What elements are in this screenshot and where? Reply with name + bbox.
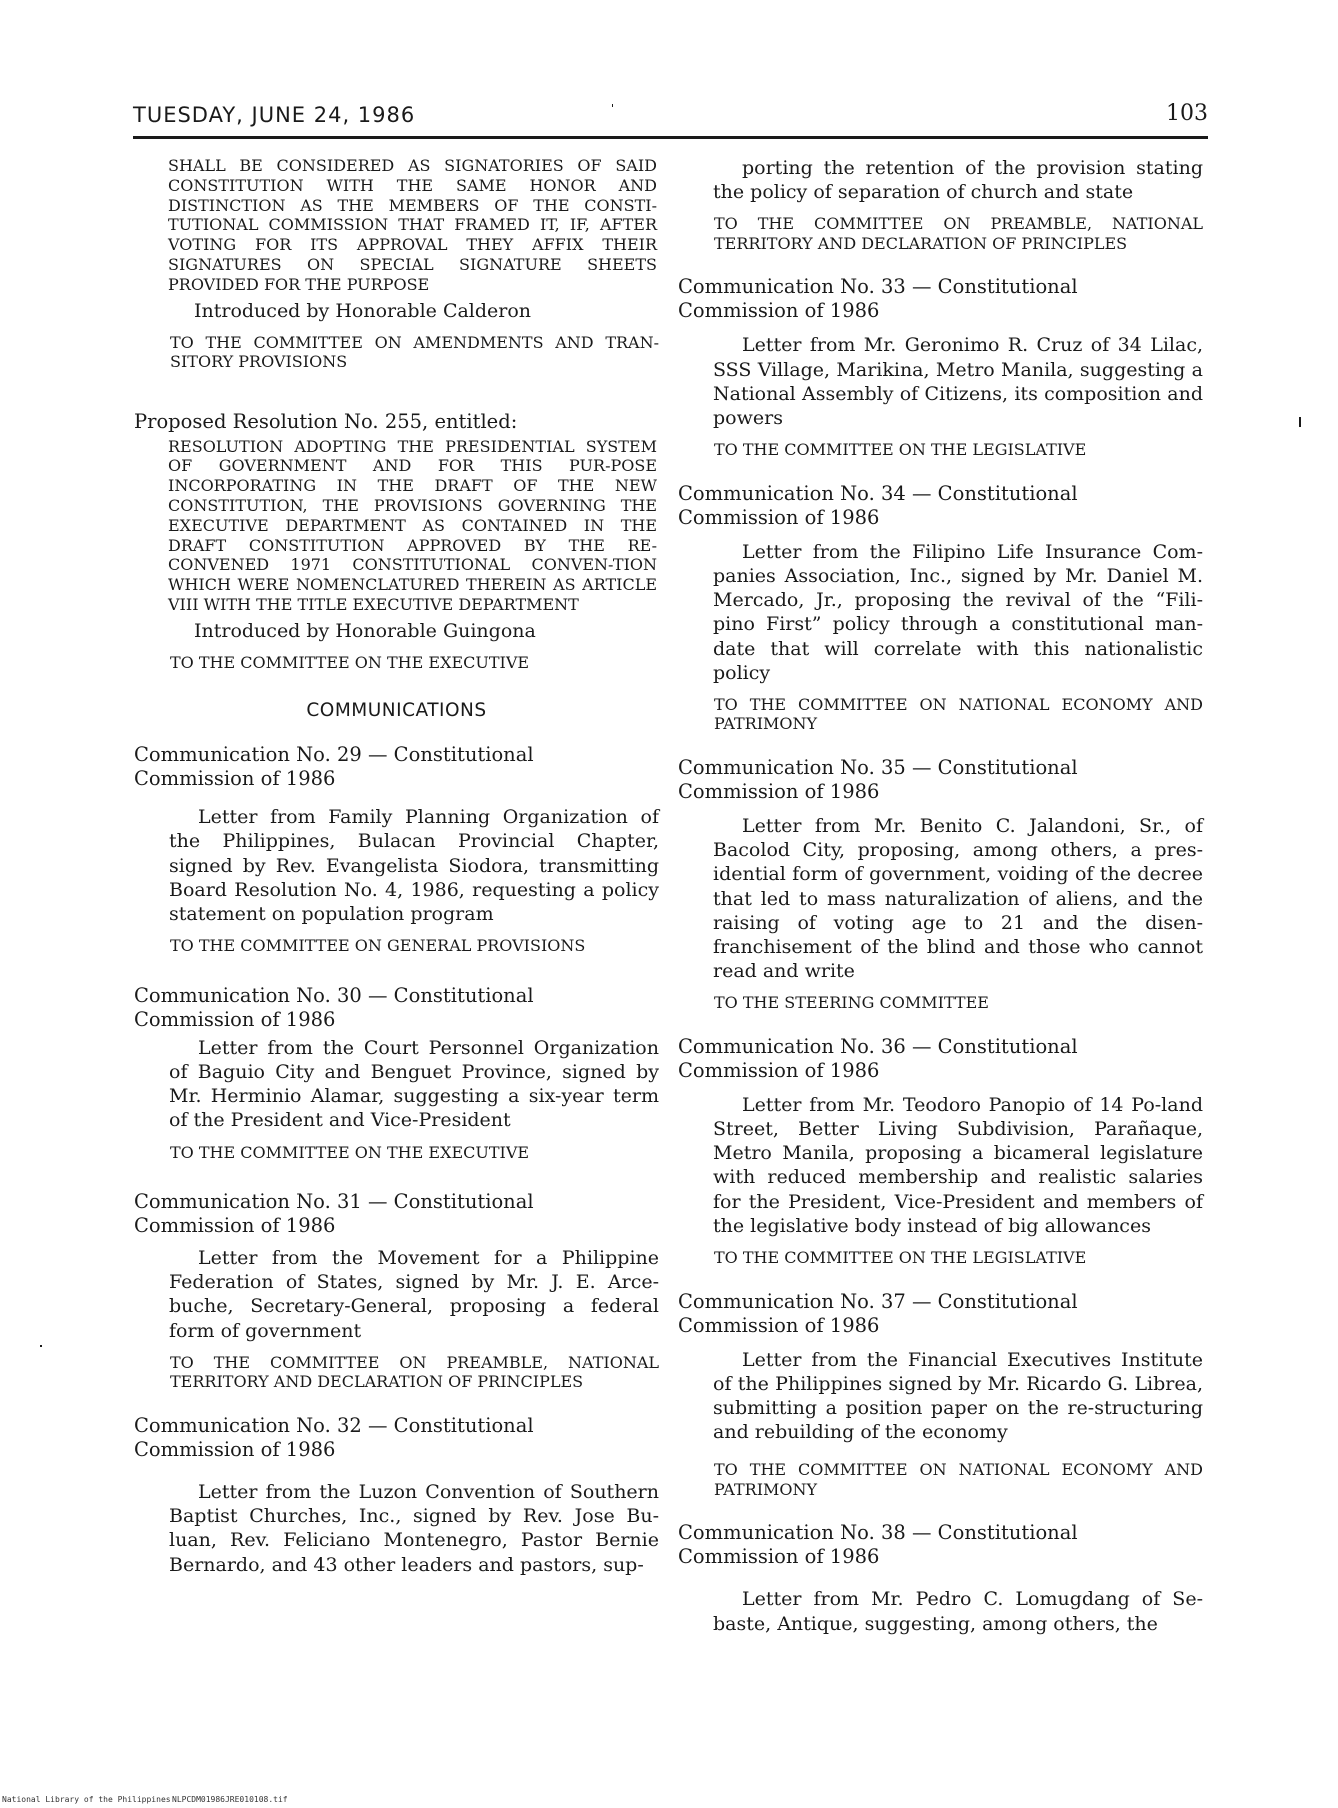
communication-text: Letter from the Movement for a Philippine Federation of States, signed by Mr. J. E. Arce-buche, Secretary-General, proposing a federal form of government xyxy=(169,1247,659,1342)
committee-referral: TO THE COMMITTEE ON NATIONAL ECONOMY AND PATRIMONY xyxy=(714,1460,1203,1499)
committee-referral: TO THE COMMITTEE ON THE EXECUTIVE xyxy=(170,1142,530,1162)
communication-text: Letter from the Luzon Convention of Southern Baptist Churches, Inc., signed by Rev. Jose Bu-luan, Rev. Feliciano Montenegro, Pastor Bernie Bernardo, and 43 other leaders and pastors, sup- xyxy=(169,1480,659,1576)
communication-heading: Communication No. 29 — Constitutional Commission of 1986 xyxy=(134,743,534,791)
committee-referral: TO THE COMMITTEE ON PREAMBLE, NATIONAL TERRITORY AND DECLARATION OF PRINCIPLES xyxy=(170,1352,659,1392)
communication-text: Letter from Mr. Teodoro Panopio of 14 Po-land Street, Better Living Subdivision, Parañaque, Metro Manila, proposing a bicameral legislature with reduced membership and realistic salaries for the President, Vice-President and members of the legislative body instead of big allowances xyxy=(713,1093,1203,1237)
committee-referral: TO THE COMMITTEE ON AMENDMENTS AND TRAN-SITORY PROVISIONS xyxy=(170,332,659,372)
communication-heading: Communication No. 32 — Constitutional Commission of 1986 xyxy=(134,1413,534,1461)
committee-referral: TO THE COMMITTEE ON THE EXECUTIVE xyxy=(170,652,530,672)
introduced-by: Introduced by Honorable Guingona xyxy=(194,619,536,642)
page-header-date: TUESDAY, JUNE 24, 1986 xyxy=(133,103,416,127)
left-column xyxy=(134,156,659,1577)
communication-heading: Communication No. 30 — Constitutional Commission of 1986 xyxy=(134,983,534,1031)
communication-heading: Communication No. 37 — Constitutional Commission of 1986 xyxy=(678,1289,1078,1337)
resolution-heading: Proposed Resolution No. 255, entitled: xyxy=(134,409,518,433)
communication-heading: Communication No. 33 — Constitutional Commission of 1986 xyxy=(678,275,1078,323)
communication-text-continued: porting the retention of the provision stating the policy of separation of church and state xyxy=(713,157,1203,204)
communication-text: Letter from the Court Personnel Organization of Baguio City and Benguet Province, signed by Mr. Herminio Alamar, suggesting a six-year term of the President and Vice-President xyxy=(169,1036,659,1132)
header-divider xyxy=(133,136,1208,139)
communication-text: Letter from Mr. Geronimo R. Cruz of 34 Lilac, SSS Village, Marikina, Metro Manila, suggesting a National Assembly of Citizens, its composition and powers xyxy=(713,334,1203,430)
section-title: COMMUNICATIONS xyxy=(306,700,487,722)
communication-heading: Communication No. 34 — Constitutional Commission of 1986 xyxy=(678,481,1078,529)
committee-referral: TO THE COMMITTEE ON THE LEGISLATIVE xyxy=(714,440,1087,460)
committee-referral: TO THE COMMITTEE ON NATIONAL ECONOMY AND PATRIMONY xyxy=(714,694,1203,734)
communication-heading: Communication No. 35 — Constitutional Commission of 1986 xyxy=(678,755,1078,803)
scan-mark xyxy=(1299,417,1301,427)
introduced-by: Introduced by Honorable Calderon xyxy=(194,299,532,322)
communication-heading: Communication No. 31 — Constitutional Commission of 1986 xyxy=(134,1190,534,1238)
communication-text: Letter from the Financial Executives Institute of the Philippines signed by Mr. Ricardo G. Librea, submitting a position paper on the re-structuring and rebuilding of the economy xyxy=(713,1348,1203,1444)
resolution-title: RESOLUTION ADOPTING THE PRESIDENTIAL SYSTEM OF GOVERNMENT AND FOR THIS PUR-POSE INCORPORATING IN THE DRAFT OF THE NEW CONSTITUTION, THE PROVISIONS GOVERNING THE EXECUTIVE DEPARTMENT AS CONTAINED IN THE DRAFT CONSTITUTION APPROVED BY THE RE-CONVENED 1971 CONSTITUTIONAL CONVEN-TION WHICH WERE NOMENCLATURED THEREIN AS ARTICLE VIII WITH THE TITLE EXECUTIVE DEPARTMENT xyxy=(168,436,657,614)
right-column xyxy=(678,156,1203,1636)
scan-mark xyxy=(612,104,613,107)
committee-referral: TO THE COMMITTEE ON THE LEGISLATIVE xyxy=(714,1248,1087,1268)
page-number: 103 xyxy=(1166,101,1208,126)
committee-referral: TO THE STEERING COMMITTEE xyxy=(714,993,989,1013)
communication-text: Letter from Mr. Benito C. Jalandoni, Sr., of Bacolod City, proposing, among others, a pres-idential form of government, voiding of the decree that led to mass naturalization of aliens, and the raising of voting age to 21 and the disen-franchisement of the blind and those who cannot read and write xyxy=(713,814,1203,983)
scan-mark xyxy=(40,1345,42,1347)
communication-heading: Communication No. 38 — Constitutional Commission of 1986 xyxy=(678,1521,1078,1569)
communication-heading: Communication No. 36 — Constitutional Commission of 1986 xyxy=(678,1034,1078,1082)
committee-referral: TO THE COMMITTEE ON GENERAL PROVISIONS xyxy=(170,936,586,956)
communication-text: Letter from the Filipino Life Insurance Com-panies Association, Inc., signed by Mr. Daniel M. Mercado, Jr., proposing the revival of the “Fili-pino First” policy through a constitutional man-date that will correlate with this nationalistic policy xyxy=(713,540,1203,684)
communication-text: Letter from Mr. Pedro C. Lomugdang of Se-baste, Antique, suggesting, among others, the xyxy=(713,1588,1203,1635)
scan-footer-library: National Library of the Philippines xyxy=(2,1795,171,1804)
resolution-title-continued: SHALL BE CONSIDERED AS SIGNATORIES OF SAID CONSTITUTION WITH THE SAME HONOR AND DISTINCTION AS THE MEMBERS OF THE CONSTI-TUTIONAL COMMISSION THAT FRAMED IT, IF, AFTER VOTING FOR ITS APPROVAL THEY AFFIX THEIR SIGNATURES ON SPECIAL SIGNATURE SHEETS PROVIDED FOR THE PURPOSE xyxy=(168,156,657,294)
communication-text: Letter from Family Planning Organization of the Philippines, Bulacan Provincial Chapter, signed by Rev. Evangelista Siodora, transmitting Board Resolution No. 4, 1986, requesting a policy statement on population program xyxy=(169,806,659,926)
scan-footer-filename: NLPCDM01986JRE010108.tif xyxy=(172,1795,288,1804)
committee-referral: TO THE COMMITTEE ON PREAMBLE, NATIONAL TERRITORY AND DECLARATION OF PRINCIPLES xyxy=(714,214,1203,253)
